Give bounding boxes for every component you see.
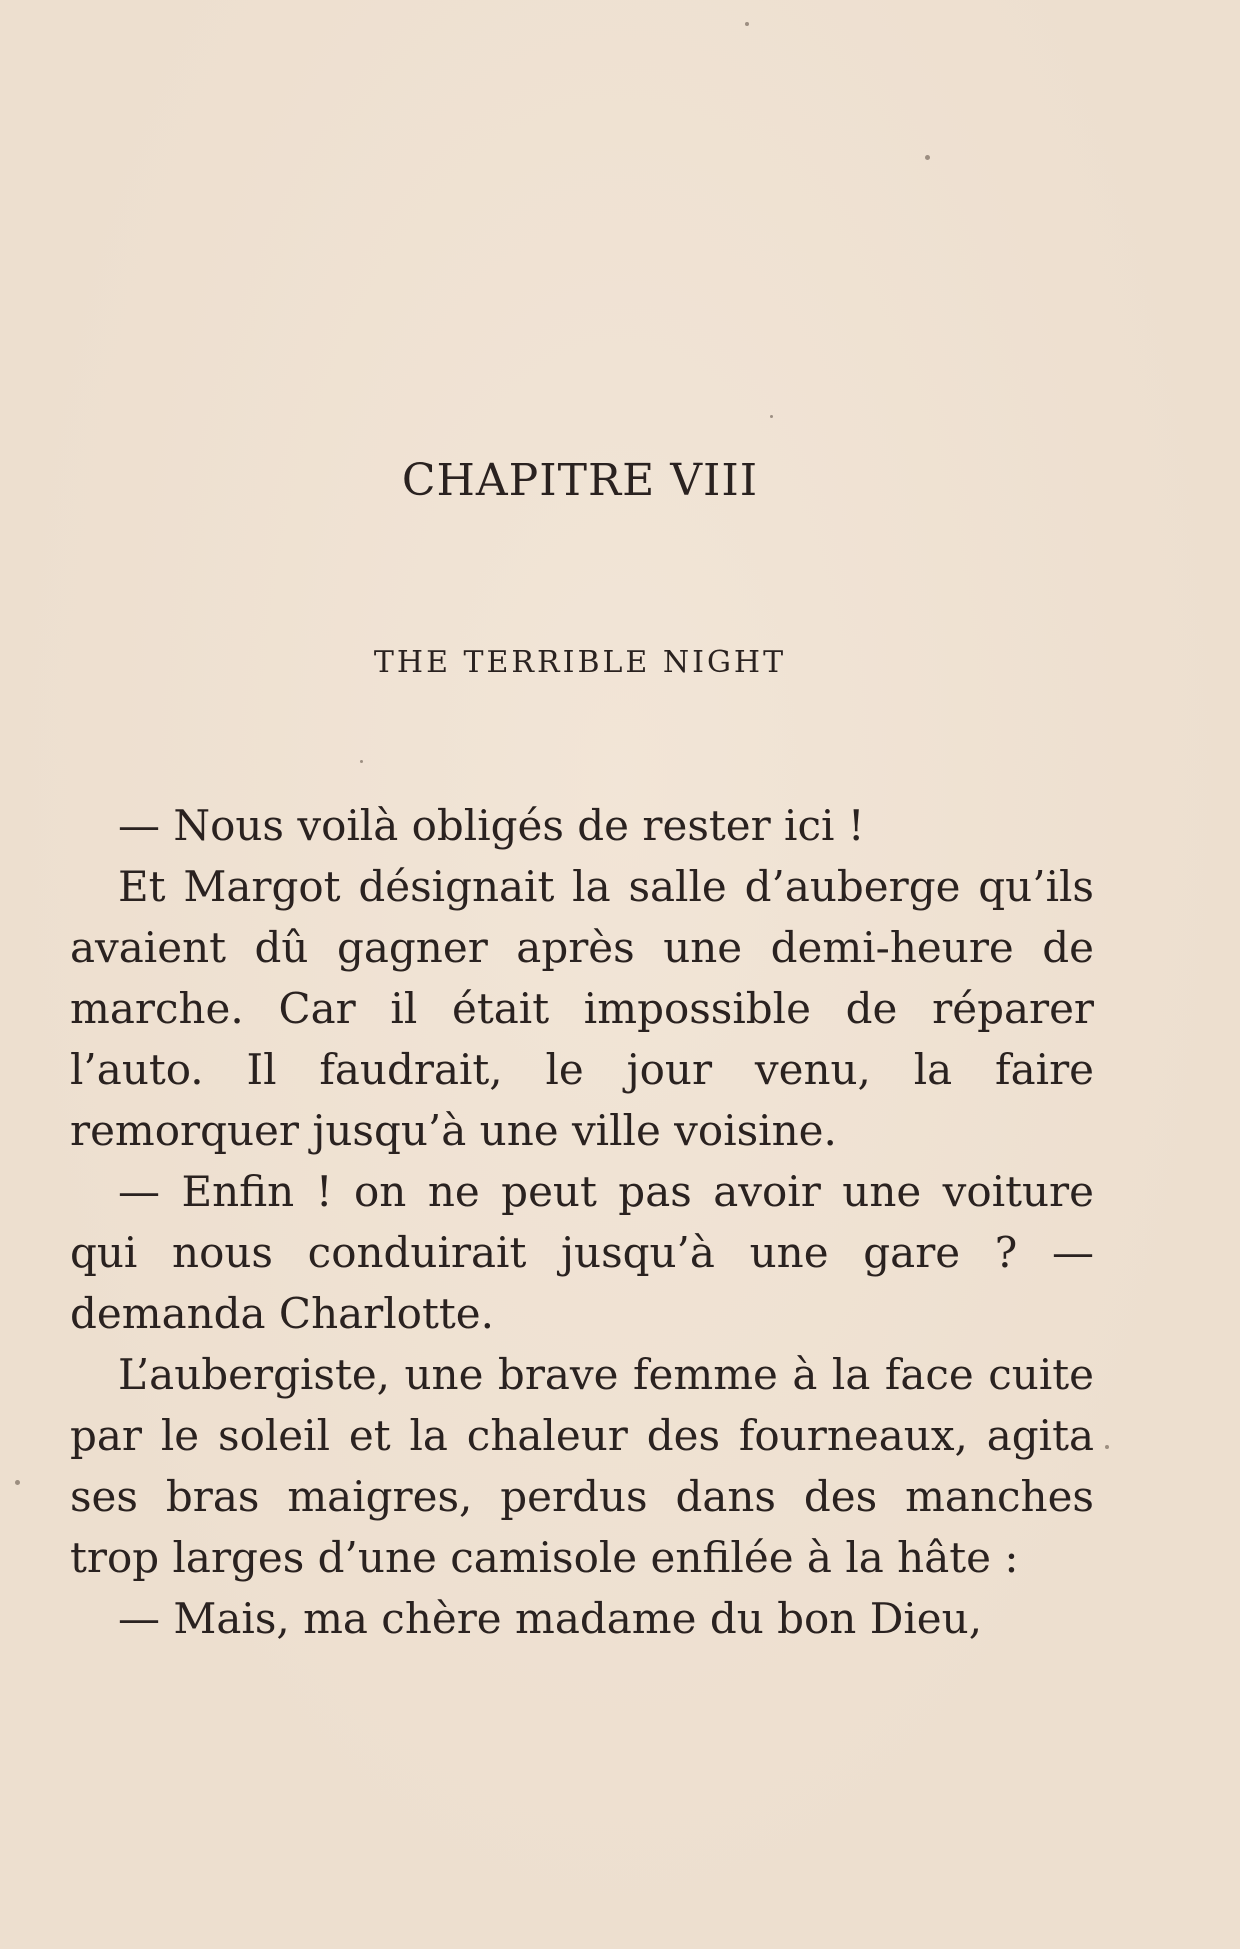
paper-speck [925,155,930,160]
paragraph: Et Margot désignait la salle d’auberge qu’ils avaient dû gagner après une demi-heure de marche. Car il était impossible de réparer l’auto. Il faudrait, le jour venu, la faire remorquer jusqu’à une ville voisine. [70,862,1094,1155]
chapter-title: THE TERRIBLE NIGHT [373,645,787,680]
paper-speck [745,22,749,26]
paragraph: — Enfin ! on ne peut pas avoir une voiture qui nous conduirait jusqu’à une gare ? — demanda Charlotte. [70,1167,1094,1338]
paper-speck [360,760,363,763]
chapter-number: CHAPITRE VIII [401,455,759,506]
paper-speck [1105,1445,1109,1449]
paragraph: L’aubergiste, une brave femme à la face cuite par le soleil et la chaleur des fourneaux, agita ses bras maigres, perdus dans des manches trop larges d’une camisole enfilée à la hâte : [70,1350,1094,1582]
body-text [70,795,1094,1649]
paper-speck [15,1480,20,1485]
paragraph: — Mais, ma chère madame du bon Dieu, [118,1594,983,1643]
paragraph: — Nous voilà obligés de rester ici ! [118,801,865,850]
paper-speck [770,415,773,418]
